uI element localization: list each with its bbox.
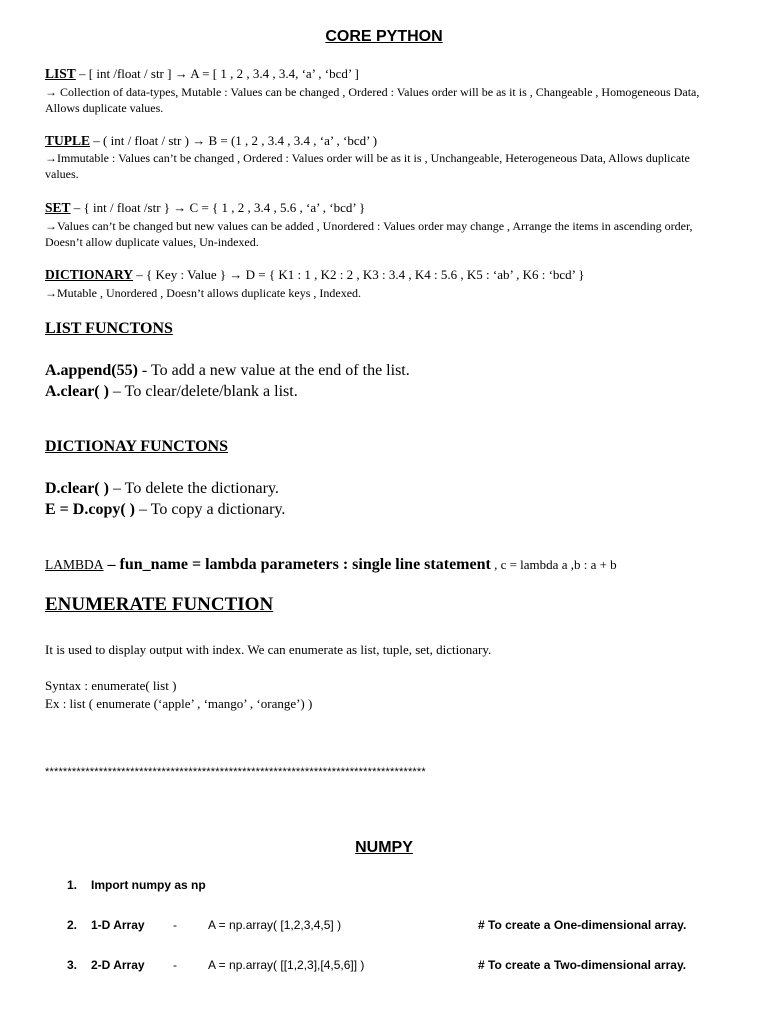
clear-code: A.clear( ) — [45, 383, 109, 400]
numpy-item-label: 1-D Array — [91, 918, 145, 932]
list-clear-line — [45, 383, 298, 401]
numpy-item-code: A = np.array( [[1,2,3],[4,5,6]] ) — [208, 958, 365, 972]
numpy-item-number: 1. — [67, 878, 78, 892]
tuple-label: TUPLE — [45, 133, 91, 148]
list-syntax: – [ int /float / str ] → A = [ 1 , 2 , 3.4 , 3.4, ‘a’ , ‘bcd’ ] — [75, 66, 359, 81]
lambda-line — [45, 556, 617, 574]
dict-functions-heading: DICTIONAY FUNCTONS — [45, 438, 228, 455]
numpy-item-comment: # To create a Two-dimensional array. — [478, 958, 687, 972]
numpy-item-number: 3. — [67, 958, 78, 972]
set-note: →Values can’t be changed but new values can be added , Unordered : Values order may change , Arrange the items in ascending order, Doesn’t allow duplicate values, Un-indexed. — [45, 219, 693, 249]
tuple-note: →Immutable : Values can’t be changed , Ordered : Values order will be as it is , Unchangeable, Heterogeneous Data, Allows duplicate values. — [45, 151, 690, 181]
clear-desc: – To clear/delete/blank a list. — [108, 383, 298, 400]
core-python-title: CORE PYTHON — [325, 28, 443, 45]
set-definition — [45, 200, 365, 216]
numpy-item-label: 2-D Array — [91, 958, 145, 972]
set-syntax: – { int / float /str } → C = { 1 , 2 , 3.4 , 5.6 , ‘a’ , ‘bcd’ } — [70, 200, 366, 215]
separator-line: ************************************************************************************* — [45, 766, 426, 778]
enumerate-description: It is used to display output with index. We can enumerate as list, tuple, set, dictionary. — [45, 642, 492, 657]
dict-clear-line — [45, 480, 279, 498]
dict-clear-code: D.clear( ) — [45, 480, 109, 497]
numpy-item-comment: # To create a One-dimensional array. — [478, 918, 687, 932]
numpy-title: NUMPY — [355, 839, 413, 856]
list-functions-heading: LIST FUNCTONS — [45, 320, 173, 337]
enumerate-heading: ENUMERATE FUNCTION — [45, 594, 274, 615]
list-definition — [45, 66, 359, 82]
list-append-line — [45, 362, 410, 380]
append-desc: - To add a new value at the end of the list. — [137, 362, 410, 379]
dictionary-definition — [45, 267, 585, 283]
numpy-item-number: 2. — [67, 918, 78, 932]
enumerate-example: Ex : list ( enumerate (‘apple’ , ‘mango’ , ‘orange’) ) — [45, 696, 313, 711]
dictionary-note: →Mutable , Unordered , Doesn’t allows duplicate keys , Indexed. — [45, 286, 362, 300]
tuple-syntax: – ( int / float / str ) → B = (1 , 2 , 3.4 , 3.4 , ‘a’ , ‘bcd’ ) — [90, 133, 378, 148]
dictionary-label: DICTIONARY — [45, 267, 134, 282]
dict-clear-desc: – To delete the dictionary. — [108, 480, 279, 497]
numpy-item-label: Import numpy as np — [91, 878, 206, 892]
dict-copy-line — [45, 501, 285, 519]
enumerate-syntax: Syntax : enumerate( list ) — [45, 678, 177, 693]
list-label: LIST — [45, 66, 76, 81]
numpy-item-dash: - — [173, 958, 177, 972]
numpy-item-dash: - — [173, 918, 177, 932]
list-note: → Collection of data-types, Mutable : Values can be changed , Ordered : Values order will be as it is , Changeable , Homogeneous Data, Allows duplicate values. — [45, 85, 700, 115]
lambda-label: LAMBDA — [45, 557, 104, 572]
numpy-item-code: A = np.array( [1,2,3,4,5] ) — [208, 918, 342, 932]
lambda-example: , c = lambda a ,b : a + b — [490, 557, 617, 572]
set-label: SET — [45, 200, 71, 215]
append-code: A.append(55) — [45, 362, 138, 379]
tuple-definition — [45, 133, 377, 149]
lambda-syntax: – fun_name = lambda parameters : single line statement — [103, 556, 491, 573]
dict-copy-desc: – To copy a dictionary. — [135, 501, 286, 518]
dictionary-syntax: – { Key : Value } → D = { K1 : 1 , K2 : 2 , K3 : 3.4 , K4 : 5.6 , K5 : ‘ab’ , K6 : ‘bcd’ } — [133, 267, 585, 282]
dict-copy-code: E = D.copy( ) — [45, 501, 135, 518]
